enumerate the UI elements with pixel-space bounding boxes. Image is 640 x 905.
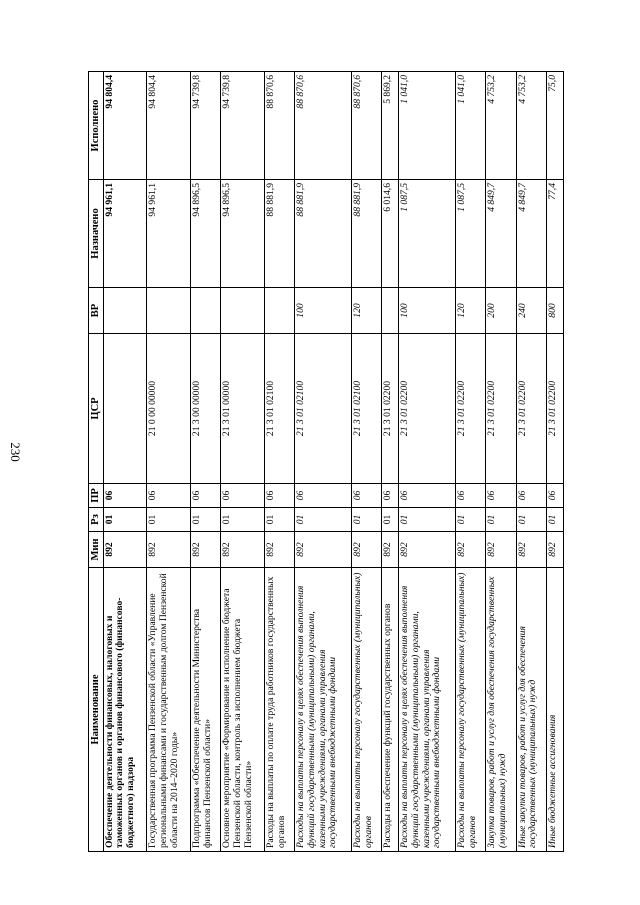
- table-row: [221, 72, 265, 852]
- cell-assigned: 88 881,9: [295, 180, 352, 288]
- cell-csr: 21 3 01 02100: [351, 334, 381, 484]
- cell-assigned: 94 961,1: [103, 180, 147, 288]
- table-body: [103, 72, 563, 852]
- cell-min: 892: [190, 532, 220, 568]
- cell-rz: 01: [516, 508, 546, 532]
- cell-assigned: 1 087,5: [399, 180, 456, 288]
- cell-pr: 06: [456, 484, 486, 508]
- rotated-table-container: [88, 72, 564, 852]
- cell-csr: 21 3 01 00000: [221, 334, 265, 484]
- header-name: Наименование: [89, 568, 104, 852]
- cell-executed: 4 753,2: [486, 72, 516, 180]
- cell-vr: [221, 288, 265, 334]
- cell-csr: 21 3 01 02100: [264, 334, 294, 484]
- cell-vr: [382, 288, 399, 334]
- table-row: [103, 72, 147, 852]
- cell-vr: [147, 288, 191, 334]
- cell-csr: 21 0 00 00000: [147, 334, 191, 484]
- cell-csr: 21 3 01 02200: [382, 334, 399, 484]
- cell-pr: 06: [382, 484, 399, 508]
- cell-csr: 21 3 01 02200: [516, 334, 546, 484]
- cell-executed: 88 870,6: [295, 72, 352, 180]
- cell-rz: 01: [190, 508, 220, 532]
- page-number: 230: [8, 442, 23, 462]
- cell-min: 892: [486, 532, 516, 568]
- cell-rz: 01: [486, 508, 516, 532]
- table-row: [516, 72, 546, 852]
- table-row: [486, 72, 516, 852]
- header-executed: Исполнено: [89, 72, 104, 180]
- cell-assigned: 88 881,9: [351, 180, 381, 288]
- cell-executed: 1 041,0: [399, 72, 456, 180]
- cell-rz: 01: [221, 508, 265, 532]
- cell-csr: 21 3 01 02200: [546, 334, 563, 484]
- rotated-table-inner: [88, 72, 564, 852]
- cell-executed: 88 870,6: [351, 72, 381, 180]
- cell-min: 892: [456, 532, 486, 568]
- cell-vr: 100: [399, 288, 456, 334]
- header-pr: ПР: [89, 484, 104, 508]
- header-csr: ЦСР: [89, 334, 104, 484]
- cell-executed: 75,0: [546, 72, 563, 180]
- cell-vr: [103, 288, 147, 334]
- cell-name: Расходы на выплаты персоналу в целях обеспечения выполнения функций государственными (муниципальными) органами, казенными учреждениями, органами управления государственными внебюджетными фондами: [399, 568, 456, 852]
- cell-rz: 01: [295, 508, 352, 532]
- page-number-area: [0, 0, 30, 905]
- cell-name: Расходы на выплаты по оплате труда работников государственных органов: [264, 568, 294, 852]
- cell-assigned: 1 087,5: [456, 180, 486, 288]
- table-row: [399, 72, 456, 852]
- cell-name: Расходы на выплаты персоналу в целях обеспечения выполнения функций государственными (муниципальными) органами, казенными учреждениями, органами управления государственными внебюджетными фондами: [295, 568, 352, 852]
- cell-assigned: 77,4: [546, 180, 563, 288]
- cell-executed: 5 869,2: [382, 72, 399, 180]
- cell-name: Обеспечение деятельности финансовых, налоговых и таможенных органов и органов финансового (финансово-бюджетного) надзора: [103, 568, 147, 852]
- cell-vr: 120: [351, 288, 381, 334]
- cell-min: 892: [351, 532, 381, 568]
- cell-pr: 06: [221, 484, 265, 508]
- header-rz: Рз: [89, 508, 104, 532]
- cell-pr: 06: [516, 484, 546, 508]
- cell-vr: [264, 288, 294, 334]
- cell-name: Иные бюджетные ассигнования: [546, 568, 563, 852]
- cell-rz: 01: [382, 508, 399, 532]
- cell-pr: 06: [147, 484, 191, 508]
- cell-assigned: 4 849,7: [486, 180, 516, 288]
- table-row: [147, 72, 191, 852]
- cell-vr: 200: [486, 288, 516, 334]
- cell-rz: 01: [456, 508, 486, 532]
- cell-executed: 94 739,8: [221, 72, 265, 180]
- cell-pr: 06: [295, 484, 352, 508]
- cell-min: 892: [546, 532, 563, 568]
- cell-pr: 06: [399, 484, 456, 508]
- cell-csr: 21 3 01 02200: [486, 334, 516, 484]
- cell-name: Расходы на обеспечение функций государственных органов: [382, 568, 399, 852]
- table-row: [264, 72, 294, 852]
- budget-table: [88, 71, 564, 852]
- cell-csr: [103, 334, 147, 484]
- cell-rz: 01: [264, 508, 294, 532]
- cell-name: Расходы на выплаты персоналу государственных (муниципальных) органов: [351, 568, 381, 852]
- table-header-row: [89, 72, 104, 852]
- cell-name: Подпрограмма «Обеспечение деятельности Министерства финансов Пензенской области»: [190, 568, 220, 852]
- cell-pr: 06: [264, 484, 294, 508]
- table-row: [456, 72, 486, 852]
- cell-min: 892: [264, 532, 294, 568]
- cell-assigned: 6 014,6: [382, 180, 399, 288]
- cell-assigned: 94 961,1: [147, 180, 191, 288]
- cell-assigned: 94 896,5: [221, 180, 265, 288]
- cell-min: 892: [399, 532, 456, 568]
- table-row: [190, 72, 220, 852]
- table-row: [382, 72, 399, 852]
- cell-min: 892: [147, 532, 191, 568]
- cell-rz: 01: [546, 508, 563, 532]
- cell-csr: 21 3 01 02200: [456, 334, 486, 484]
- cell-min: 892: [103, 532, 147, 568]
- cell-executed: 88 870,6: [264, 72, 294, 180]
- cell-pr: 06: [546, 484, 563, 508]
- cell-rz: 01: [399, 508, 456, 532]
- table-row: [351, 72, 381, 852]
- cell-executed: 94 804,4: [147, 72, 191, 180]
- cell-csr: 21 3 01 02100: [295, 334, 352, 484]
- cell-rz: 01: [147, 508, 191, 532]
- cell-min: 892: [295, 532, 352, 568]
- cell-min: 892: [221, 532, 265, 568]
- cell-pr: 06: [486, 484, 516, 508]
- cell-name: Государственная программа Пензенской области «Управление региональными финансами и государственным долгом Пензенской области на 2014–2020 годы»: [147, 568, 191, 852]
- header-vr: ВР: [89, 288, 104, 334]
- cell-name: Основное мероприятие «Формирование и исполнение бюджета Пензенской области, контроль за исполнением бюджета Пензенской области»: [221, 568, 265, 852]
- cell-executed: 94 804,4: [103, 72, 147, 180]
- cell-executed: 1 041,0: [456, 72, 486, 180]
- table-row: [546, 72, 563, 852]
- cell-vr: [190, 288, 220, 334]
- cell-pr: 06: [351, 484, 381, 508]
- table-row: [295, 72, 352, 852]
- cell-rz: 01: [351, 508, 381, 532]
- cell-assigned: 88 881,9: [264, 180, 294, 288]
- cell-vr: 240: [516, 288, 546, 334]
- cell-executed: 94 739,8: [190, 72, 220, 180]
- cell-csr: 21 3 00 00000: [190, 334, 220, 484]
- cell-csr: 21 3 01 02200: [399, 334, 456, 484]
- cell-assigned: 4 849,7: [516, 180, 546, 288]
- cell-name: Расходы на выплаты персоналу государственных (муниципальных) органов: [456, 568, 486, 852]
- cell-rz: 01: [103, 508, 147, 532]
- cell-vr: 100: [295, 288, 352, 334]
- cell-vr: 120: [456, 288, 486, 334]
- header-assigned: Назначено: [89, 180, 104, 288]
- cell-assigned: 94 896,5: [190, 180, 220, 288]
- cell-min: 892: [516, 532, 546, 568]
- cell-pr: 06: [103, 484, 147, 508]
- cell-min: 892: [382, 532, 399, 568]
- cell-vr: 800: [546, 288, 563, 334]
- cell-pr: 06: [190, 484, 220, 508]
- header-min: Мин: [89, 532, 104, 568]
- cell-name: Иные закупки товаров, работ и услуг для обеспечения государственных (муниципальных) нужд: [516, 568, 546, 852]
- cell-name: Закупка товаров, работ и услуг для обеспечения государственных (муниципальных) нужд: [486, 568, 516, 852]
- cell-executed: 4 753,2: [516, 72, 546, 180]
